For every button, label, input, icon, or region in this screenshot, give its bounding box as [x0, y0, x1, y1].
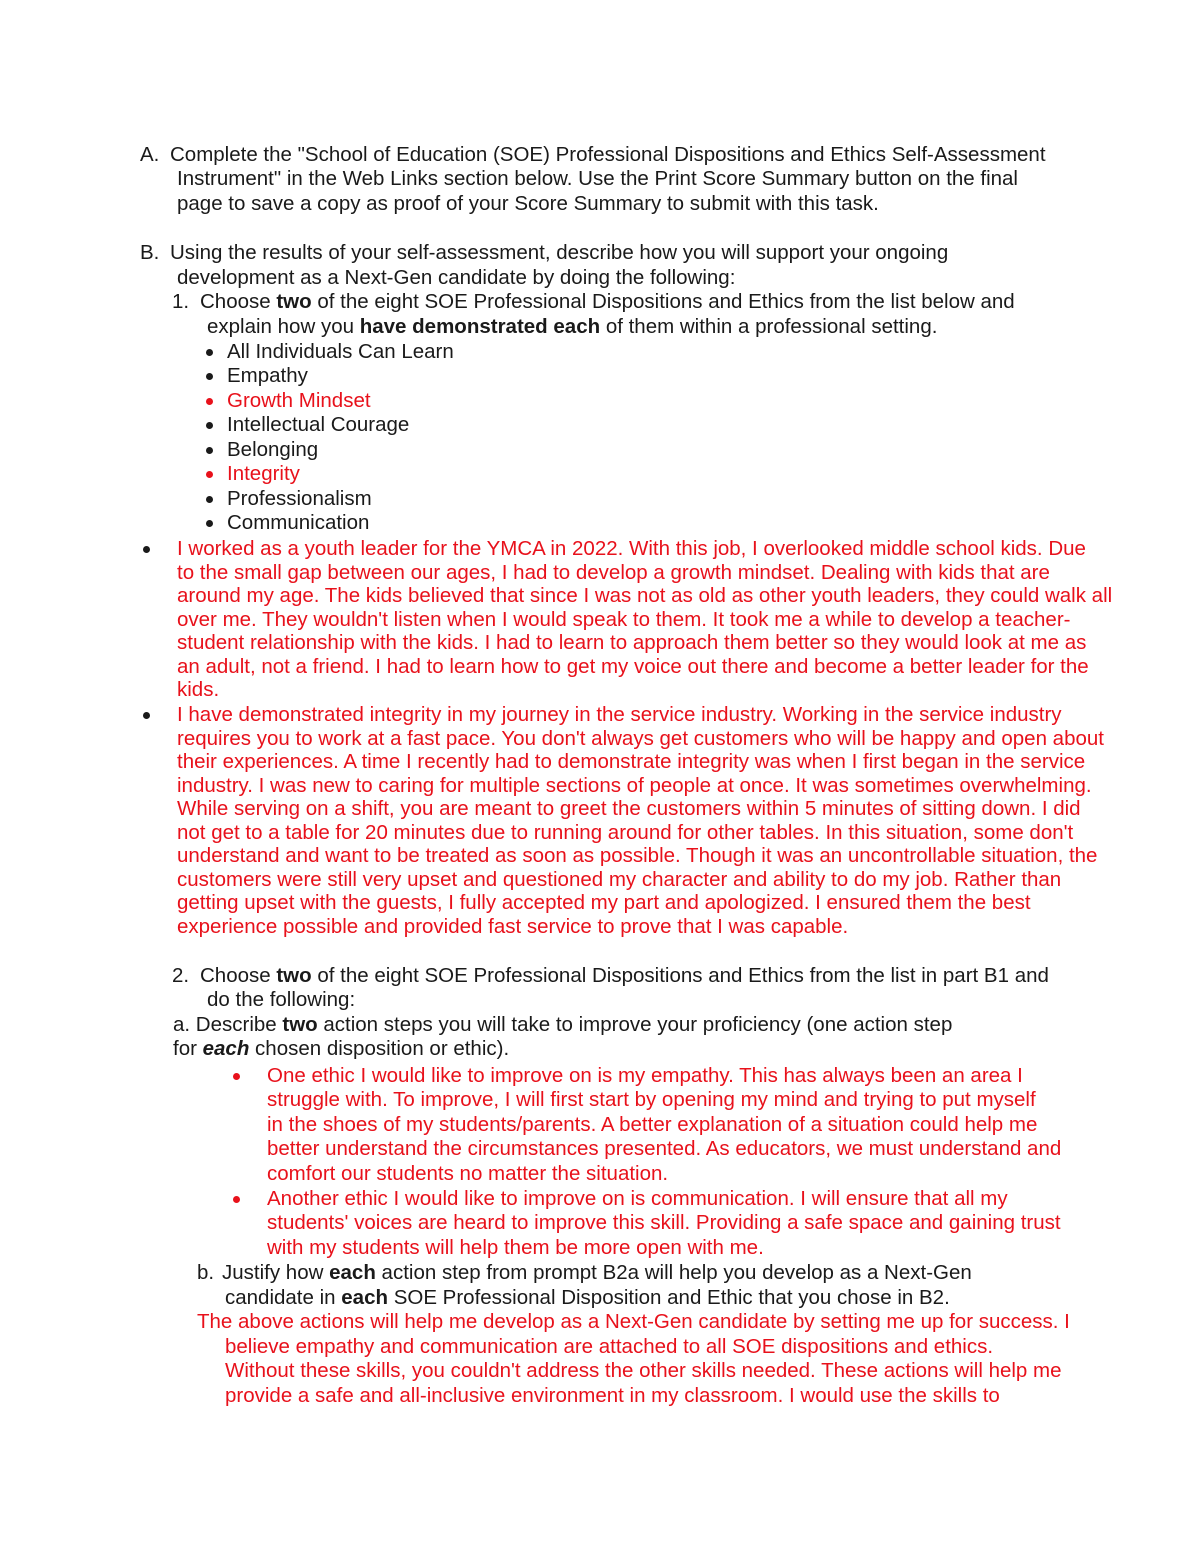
answer-b1-growth-line: to the small gap between our ages, I had to develop a growth mindset. Dealing with kids that are [177, 561, 1050, 584]
b1-prompt-line-2: explain how you have demonstrated each of them within a professional setting. [207, 315, 938, 338]
b2a-prompt-line-1: a. Describe two action steps you will take to improve your proficiency (one action step [173, 1013, 953, 1036]
answer-b2a-communication-line: students' voices are heard to improve this skill. Providing a safe space and gaining trust [267, 1211, 1061, 1234]
answer-b1-growth-line: student relationship with the kids. I had to learn to approach them better so they would look at me as [177, 631, 1087, 654]
answer-b2a-empathy-line: in the shoes of my students/parents. A better explanation of a situation could help me [267, 1113, 1038, 1136]
answer-b2a-communication-line: with my students will help them be more open with me. [267, 1236, 764, 1259]
answer-b1-growth-line: an adult, not a friend. I had to learn how to get my voice out there and become a better leader for the [177, 655, 1089, 678]
list-item: Intellectual Courage [227, 413, 410, 436]
answer-b1-growth-line: kids. [177, 678, 220, 701]
list-item: Empathy [227, 364, 308, 387]
section-b-line-1: Using the results of your self-assessment, describe how you will support your ongoing [170, 241, 949, 264]
b1-prompt-line-1: Choose two of the eight SOE Professional Dispositions and Ethics from the list below and [200, 290, 1015, 313]
answer-b1-integrity-line: industry. I was new to caring for multiple sections of people at once. It was sometimes overwhelming. [177, 774, 1092, 797]
answer-b1-integrity-line: customers were still very upset and questioned my character and ability to do my job. Rather than [177, 868, 1062, 891]
b2-prompt-line-1: Choose two of the eight SOE Professional Dispositions and Ethics from the list in part B1 and [200, 964, 1049, 987]
list-item: All Individuals Can Learn [227, 340, 454, 363]
answer-b2a-empathy-line: comfort our students no matter the situation. [267, 1162, 669, 1185]
list-item-highlighted: Integrity [227, 462, 300, 485]
answer-bullet-red [233, 1073, 240, 1080]
answer-b1-integrity-line: their experiences. A time I recently had to demonstrate integrity was when I first began in the service [177, 750, 1086, 773]
list-bullet-highlighted [206, 471, 213, 478]
list-bullet [206, 422, 213, 429]
section-b-line-2: development as a Next-Gen candidate by doing the following: [177, 266, 736, 289]
answer-b2b-line: believe empathy and communication are attached to all SOE dispositions and ethics. [225, 1335, 994, 1358]
answer-b1-integrity-line: not get to a table for 20 minutes due to running around for other tables. In this situation, some don't [177, 821, 1074, 844]
section-a-line-3: page to save a copy as proof of your Score Summary to submit with this task. [177, 192, 879, 215]
list-bullet [206, 349, 213, 356]
section-a-marker: A. [140, 143, 160, 166]
b1-marker: 1. [172, 290, 190, 313]
answer-bullet [143, 546, 150, 553]
answer-b2b-line: Without these skills, you couldn't address the other skills needed. These actions will help me [225, 1359, 1062, 1382]
list-item: Professionalism [227, 487, 372, 510]
b2b-prompt-line-2: candidate in each SOE Professional Disposition and Ethic that you chose in B2. [225, 1286, 950, 1309]
answer-b2a-empathy-line: better understand the circumstances presented. As educators, we must understand and [267, 1137, 1062, 1160]
answer-b1-integrity-line: I have demonstrated integrity in my journey in the service industry. Working in the service industry [177, 703, 1062, 726]
answer-b2b-line: The above actions will help me develop as a Next-Gen candidate by setting me up for success. I [197, 1310, 1070, 1333]
b2a-prompt-line-2: for each chosen disposition or ethic). [173, 1037, 510, 1060]
list-bullet-highlighted [206, 398, 213, 405]
b2b-marker: b. [197, 1261, 215, 1284]
list-bullet [206, 447, 213, 454]
answer-b2a-communication-line: Another ethic I would like to improve on is communication. I will ensure that all my [267, 1187, 1008, 1210]
answer-b1-growth-line: over me. They wouldn't listen when I would speak to them. It took me a while to develop a teacher- [177, 608, 1071, 631]
answer-bullet [143, 712, 150, 719]
answer-b1-integrity-line: requires you to work at a fast pace. You don't always get customers who will be happy and open about [177, 727, 1104, 750]
list-bullet [206, 520, 213, 527]
answer-b2b-line: provide a safe and all-inclusive environment in my classroom. I would use the skills to [225, 1384, 1000, 1407]
answer-b2a-empathy-line: struggle with. To improve, I will first start by opening my mind and trying to put myself [267, 1088, 1036, 1111]
answer-bullet-red [233, 1196, 240, 1203]
b2-prompt-line-2: do the following: [207, 988, 356, 1011]
answer-b1-integrity-line: While serving on a shift, you are meant to greet the customers within 5 minutes of sitting down. I did [177, 797, 1081, 820]
list-item-highlighted: Growth Mindset [227, 389, 371, 412]
section-a-line-1: Complete the "School of Education (SOE) Professional Dispositions and Ethics Self-Assessment [170, 143, 1046, 166]
answer-b1-integrity-line: experience possible and provided fast service to prove that I was capable. [177, 915, 849, 938]
section-b-marker: B. [140, 241, 160, 264]
b2-marker: 2. [172, 964, 190, 987]
section-a-line-2: Instrument" in the Web Links section below. Use the Print Score Summary button on the final [177, 167, 1018, 190]
answer-b1-growth-line: I worked as a youth leader for the YMCA in 2022. With this job, I overlooked middle school kids. Due [177, 537, 1086, 560]
list-bullet [206, 373, 213, 380]
list-item: Belonging [227, 438, 319, 461]
answer-b1-integrity-line: getting upset with the guests, I fully accepted my part and apologized. I ensured them the best [177, 891, 1031, 914]
b2b-prompt-line-1: Justify how each action step from prompt B2a will help you develop as a Next-Gen [222, 1261, 972, 1284]
answer-b2a-empathy-line: One ethic I would like to improve on is my empathy. This has always been an area I [267, 1064, 1023, 1087]
list-item: Communication [227, 511, 370, 534]
answer-b1-growth-line: around my age. The kids believed that since I was not as old as other youth leaders, they could walk all [177, 584, 1113, 607]
answer-b1-integrity-line: understand and want to be treated as soon as possible. Though it was an uncontrollable situation, the [177, 844, 1098, 867]
list-bullet [206, 496, 213, 503]
